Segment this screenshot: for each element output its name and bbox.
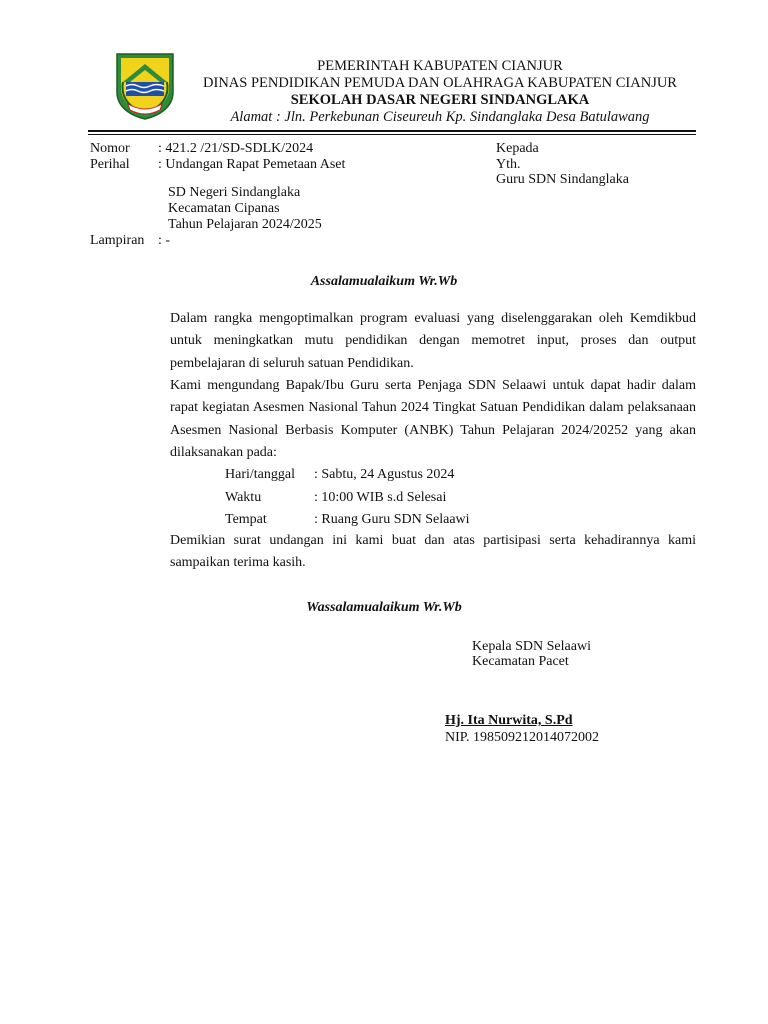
department-name: DINAS PENDIDIKAN PEMUDA DAN OLAHRAGA KABUPATEN CIANJUR — [203, 75, 677, 91]
detail-label-place: Tempat — [225, 512, 267, 527]
sender-line: Kecamatan Cipanas — [168, 201, 280, 216]
lampiran-value: : - — [158, 233, 171, 248]
regency-emblem-logo — [114, 52, 176, 120]
signer-position: Kepala SDN Selaawi — [472, 639, 591, 654]
perihal-label: Perihal — [90, 157, 130, 172]
letterhead-divider-thick — [88, 130, 696, 132]
recipient-line: Kepada — [496, 141, 539, 156]
detail-value-place: : Ruang Guru SDN Selaawi — [314, 512, 470, 527]
closing-greeting: Wassalamualaikum Wr.Wb — [306, 600, 462, 615]
lampiran-label: Lampiran — [90, 233, 145, 248]
perihal-value: : Undangan Rapat Pemetaan Aset — [158, 157, 346, 172]
sender-line: Tahun Pelajaran 2024/2025 — [168, 217, 322, 232]
sender-line: SD Negeri Sindanglaka — [168, 185, 301, 200]
letterhead-divider-thin — [88, 134, 696, 135]
nomor-value: : 421.2 /21/SD-SDLK/2024 — [158, 141, 314, 156]
paragraph-closing: Demikian surat undangan ini kami buat dan atas partisipasi serta kehadirannya kami sampaikan terima kasih. — [170, 533, 696, 571]
paragraph-invitation: Kami mengundang Bapak/Ibu Guru serta Penjaga SDN Selaawi untuk dapat hadir dalam rapat kegiatan Asesmen Nasional Tahun 2024 Tingkat Satuan Pendidikan dalam pelaksanaan Asesmen Nasional Berbasis Komputer (ANBK) Tahun Pelajaran 2024/20252 yang akan dilaksanakan pada: — [170, 378, 696, 461]
recipient-line: Guru SDN Sindanglaka — [496, 172, 629, 187]
government-name: PEMERINTAH KABUPATEN CIANJUR — [317, 58, 563, 74]
school-name: SEKOLAH DASAR NEGERI SINDANGLAKA — [290, 92, 590, 108]
detail-value-date: : Sabtu, 24 Agustus 2024 — [314, 467, 455, 482]
recipient-line: Yth. — [496, 157, 521, 172]
nomor-label: Nomor — [90, 141, 130, 156]
signer-district: Kecamatan Pacet — [472, 654, 569, 669]
detail-value-time: : 10:00 WIB s.d Selesai — [314, 490, 447, 505]
detail-label-time: Waktu — [225, 490, 262, 505]
signer-nip: NIP. 198509212014072002 — [445, 730, 600, 745]
signer-name: Hj. Ita Nurwita, S.Pd — [445, 713, 573, 728]
detail-label-date: Hari/tanggal — [225, 467, 295, 482]
paragraph-intro: Dalam rangka mengoptimalkan program evaluasi yang diselenggarakan oleh Kemdikbud untuk meningkatkan mutu pendidikan dengan memotret input, proses dan output pembelajaran di seluruh satuan Pendidikan. — [170, 311, 696, 371]
opening-greeting: Assalamualaikum Wr.Wb — [310, 274, 458, 289]
letterhead — [180, 58, 700, 126]
school-address: Alamat : Jln. Perkebunan Ciseureuh Kp. Sindanglaka Desa Batulawang — [230, 109, 650, 125]
